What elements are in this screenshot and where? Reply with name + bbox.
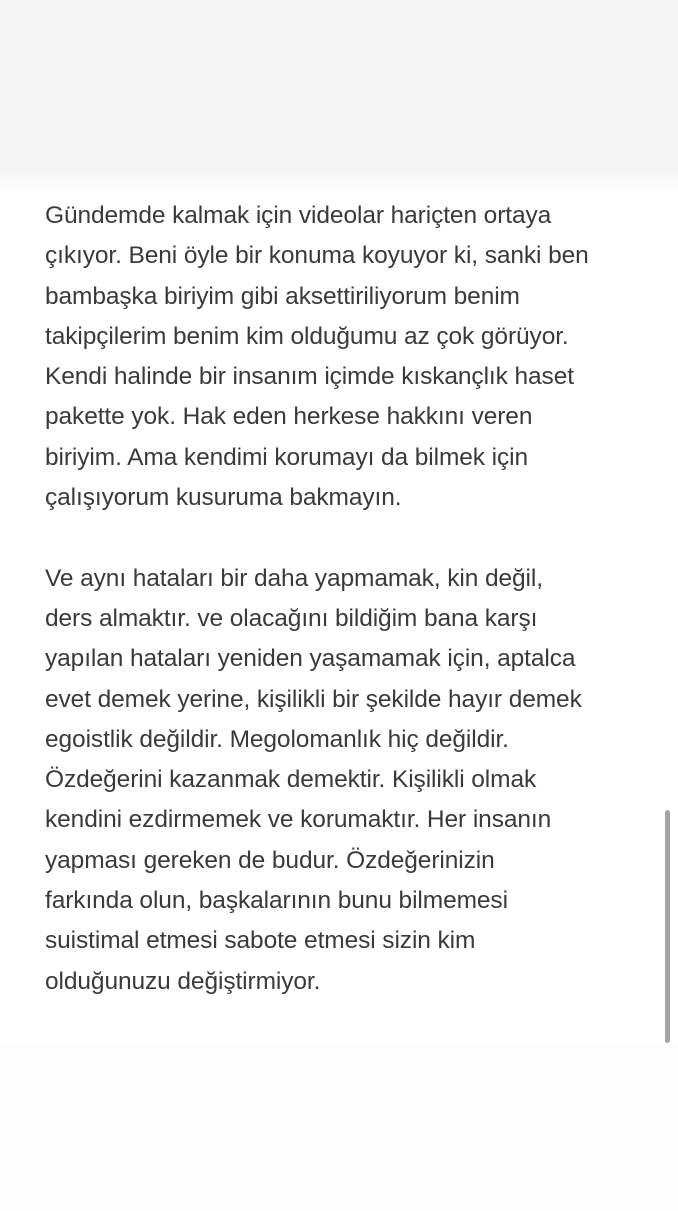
text-line: yapması gereken de budur. Özdeğerinizin <box>45 846 495 874</box>
footer-band <box>0 1043 678 1211</box>
header-shadow <box>0 168 678 192</box>
note-body <box>45 196 645 1002</box>
paragraph-2 <box>45 559 645 1002</box>
text-line: Kendi halinde bir insanım içimde kıskançlık haset <box>45 363 574 391</box>
text-line: egoistlik değildir. Megolomanlık hiç değildir. <box>45 725 509 753</box>
paragraph-1 <box>45 196 645 518</box>
scrollbar-thumb[interactable] <box>665 810 670 1043</box>
header-band <box>0 0 678 168</box>
text-line: bambaşka biriyim gibi aksettiriliyorum benim <box>45 282 520 310</box>
text-line: biriyim. Ama kendimi korumayı da bilmek için <box>45 443 529 471</box>
text-line: olduğunuzu değiştirmiyor. <box>45 967 321 995</box>
text-line: takipçilerim benim kim olduğumu az çok görüyor. <box>45 322 569 350</box>
text-line: yapılan hataları yeniden yaşamamak için, aptalca <box>45 645 576 673</box>
text-line: farkında olun, başkalarının bunu bilmemesi <box>45 887 508 915</box>
text-line: Ve aynı hataları bir daha yapmamak, kin değil, <box>45 564 543 592</box>
text-line: suistimal etmesi sabote etmesi sizin kim <box>45 927 476 955</box>
text-line: evet demek yerine, kişilikli bir şekilde hayır demek <box>45 685 582 713</box>
text-line: ders almaktır. ve olacağını bildiğim bana karşı <box>45 604 538 632</box>
text-line: çalışıyorum kusuruma bakmayın. <box>45 484 402 512</box>
text-line: pakette yok. Hak eden herkese hakkını veren <box>45 403 533 431</box>
text-line: çıkıyor. Beni öyle bir konuma koyuyor ki, sanki ben <box>45 242 589 270</box>
text-line: Gündemde kalmak için videolar hariçten ortaya <box>45 202 552 229</box>
text-line: Özdeğerini kazanmak demektir. Kişilikli olmak <box>45 766 537 794</box>
text-line: kendini ezdirmemek ve korumaktır. Her insanın <box>45 806 552 834</box>
